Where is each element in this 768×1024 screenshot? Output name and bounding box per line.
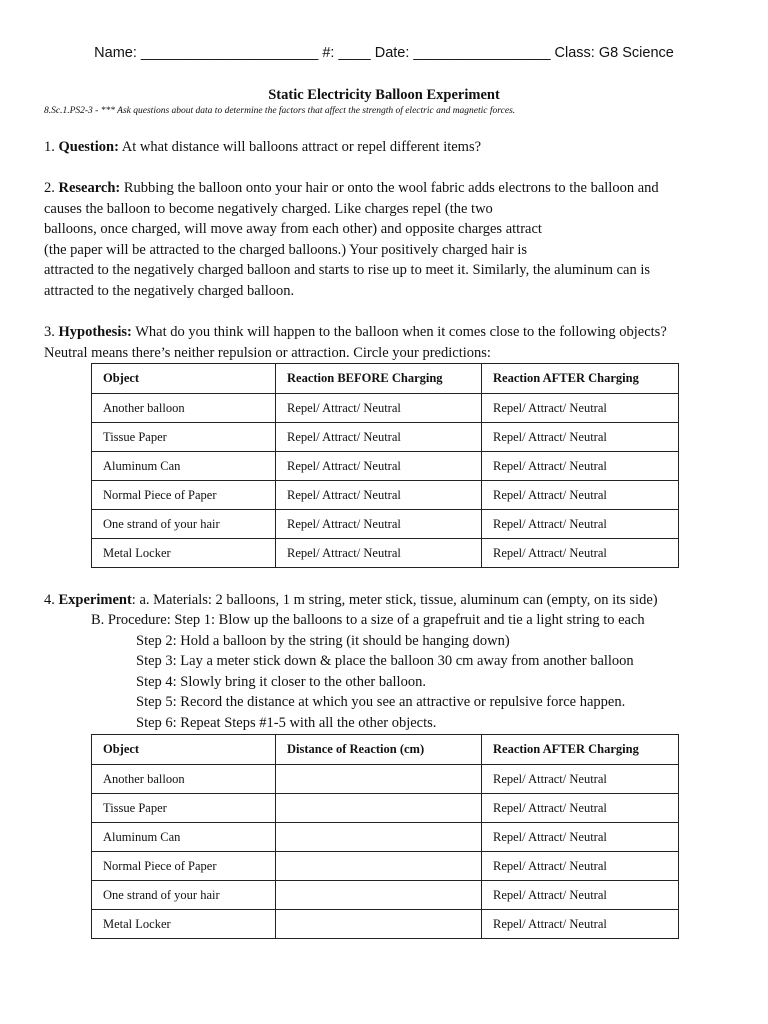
distance-cell[interactable]	[276, 823, 482, 852]
reaction-after-cell[interactable]: Repel/ Attract/ Neutral	[482, 823, 679, 852]
research-number: 2.	[44, 180, 55, 196]
research-line-1	[44, 178, 734, 199]
standard-code: 8.Sc.1.PS2-3 - *** Ask questions about data to determine the factors that affect the strength of electric and magnetic forces.	[44, 106, 516, 116]
research-label: Research:	[58, 180, 121, 196]
results-table	[91, 734, 679, 939]
reaction-after-cell[interactable]: Repel/ Attract/ Neutral	[482, 539, 679, 568]
object-cell: Normal Piece of Paper	[92, 481, 276, 510]
table-row	[92, 881, 679, 910]
object-cell: Metal Locker	[92, 910, 276, 939]
procedure-step: Step 5: Record the distance at which you see an attractive or repulsive force happen.	[136, 694, 626, 710]
experiment-number: 4.	[44, 592, 55, 608]
question-number: 1.	[44, 139, 55, 155]
prediction-table	[91, 363, 679, 568]
hypothesis-line-1	[44, 322, 734, 343]
procedure-step: Step 2: Hold a balloon by the string (it should be hanging down)	[136, 633, 510, 649]
reaction-after-cell[interactable]: Repel/ Attract/ Neutral	[482, 452, 679, 481]
reaction-after-cell[interactable]: Repel/ Attract/ Neutral	[482, 881, 679, 910]
reaction-after-cell[interactable]: Repel/ Attract/ Neutral	[482, 423, 679, 452]
research-line-5: attracted to the negatively charged balloon and starts to rise up to meet it. Similarly, the aluminum can is	[44, 262, 651, 278]
hypothesis-number: 3.	[44, 324, 55, 340]
column-header: Reaction AFTER Charging	[482, 364, 679, 394]
object-cell: Tissue Paper	[92, 423, 276, 452]
column-header: Reaction AFTER Charging	[482, 735, 679, 765]
table-row	[92, 510, 679, 539]
reaction-after-cell[interactable]: Repel/ Attract/ Neutral	[482, 852, 679, 881]
question-label: Question:	[58, 139, 119, 155]
question-section	[44, 137, 734, 158]
column-header: Object	[92, 364, 276, 394]
column-header: Reaction BEFORE Charging	[276, 364, 482, 394]
research-text: Rubbing the balloon onto your hair or onto the wool fabric adds electrons to the balloon and	[123, 180, 659, 196]
table-row	[92, 423, 679, 452]
experiment-materials-line	[44, 590, 658, 611]
experiment-label: Experiment	[58, 592, 132, 608]
reaction-after-cell[interactable]: Repel/ Attract/ Neutral	[482, 794, 679, 823]
object-cell: Another balloon	[92, 394, 276, 423]
research-line-3: balloons, once charged, will move away from each other) and opposite charges attract	[44, 221, 542, 237]
reaction-before-cell[interactable]: Repel/ Attract/ Neutral	[276, 423, 482, 452]
distance-cell[interactable]	[276, 852, 482, 881]
object-cell: One strand of your hair	[92, 881, 276, 910]
object-cell: Tissue Paper	[92, 794, 276, 823]
reaction-before-cell[interactable]: Repel/ Attract/ Neutral	[276, 452, 482, 481]
object-cell: One strand of your hair	[92, 510, 276, 539]
table-header-row	[92, 364, 679, 394]
distance-cell[interactable]	[276, 794, 482, 823]
distance-cell[interactable]	[276, 881, 482, 910]
research-line-2: causes the balloon to become negatively charged. Like charges repel (the two	[44, 200, 493, 217]
table-row	[92, 539, 679, 568]
procedure-step: Step 4: Slowly bring it closer to the other balloon.	[136, 674, 426, 690]
reaction-after-cell[interactable]: Repel/ Attract/ Neutral	[482, 765, 679, 794]
procedure-step: Step 6: Repeat Steps #1-5 with all the other objects.	[136, 715, 437, 731]
column-header: Distance of Reaction (cm)	[276, 735, 482, 765]
hypothesis-line-2: Neutral means there’s neither repulsion or attraction. Circle your predictions:	[44, 344, 491, 361]
reaction-after-cell[interactable]: Repel/ Attract/ Neutral	[482, 481, 679, 510]
hypothesis-text: What do you think will happen to the balloon when it comes close to the following objects?	[135, 324, 667, 340]
reaction-before-cell[interactable]: Repel/ Attract/ Neutral	[276, 539, 482, 568]
object-cell: Aluminum Can	[92, 823, 276, 852]
reaction-after-cell[interactable]: Repel/ Attract/ Neutral	[482, 510, 679, 539]
research-section	[44, 178, 734, 301]
research-line-6: attracted to the negatively charged balloon.	[44, 282, 295, 299]
hypothesis-section	[44, 322, 734, 363]
student-info-line: Name: ______________________ #: ____ Date: _________________ Class: G8 Science	[94, 45, 674, 61]
table-row	[92, 823, 679, 852]
table-header-row	[92, 735, 679, 765]
column-header: Object	[92, 735, 276, 765]
research-line-4: (the paper will be attracted to the charged balloons.) Your positively charged hair is	[44, 241, 528, 258]
materials-text: : a. Materials: 2 balloons, 1 m string, meter stick, tissue, aluminum can (empty, on its side)	[131, 592, 658, 608]
table-row	[92, 394, 679, 423]
procedure-line: B. Procedure: Step 1: Blow up the balloons to a size of a grapefruit and tie a light string to each	[91, 612, 645, 628]
distance-cell[interactable]	[276, 910, 482, 939]
reaction-before-cell[interactable]: Repel/ Attract/ Neutral	[276, 481, 482, 510]
table-row	[92, 852, 679, 881]
table-row	[92, 765, 679, 794]
distance-cell[interactable]	[276, 765, 482, 794]
table-row	[92, 481, 679, 510]
reaction-before-cell[interactable]: Repel/ Attract/ Neutral	[276, 510, 482, 539]
object-cell: Metal Locker	[92, 539, 276, 568]
table-row	[92, 452, 679, 481]
reaction-before-cell[interactable]: Repel/ Attract/ Neutral	[276, 394, 482, 423]
hypothesis-label: Hypothesis:	[58, 324, 132, 340]
object-cell: Normal Piece of Paper	[92, 852, 276, 881]
object-cell: Another balloon	[92, 765, 276, 794]
worksheet-title: Static Electricity Balloon Experiment	[268, 87, 500, 103]
question-text: At what distance will balloons attract or repel different items?	[121, 139, 482, 155]
object-cell: Aluminum Can	[92, 452, 276, 481]
reaction-after-cell[interactable]: Repel/ Attract/ Neutral	[482, 394, 679, 423]
table-row	[92, 910, 679, 939]
procedure-step: Step 3: Lay a meter stick down & place the balloon 30 cm away from another balloon	[136, 653, 634, 669]
reaction-after-cell[interactable]: Repel/ Attract/ Neutral	[482, 910, 679, 939]
table-row	[92, 794, 679, 823]
